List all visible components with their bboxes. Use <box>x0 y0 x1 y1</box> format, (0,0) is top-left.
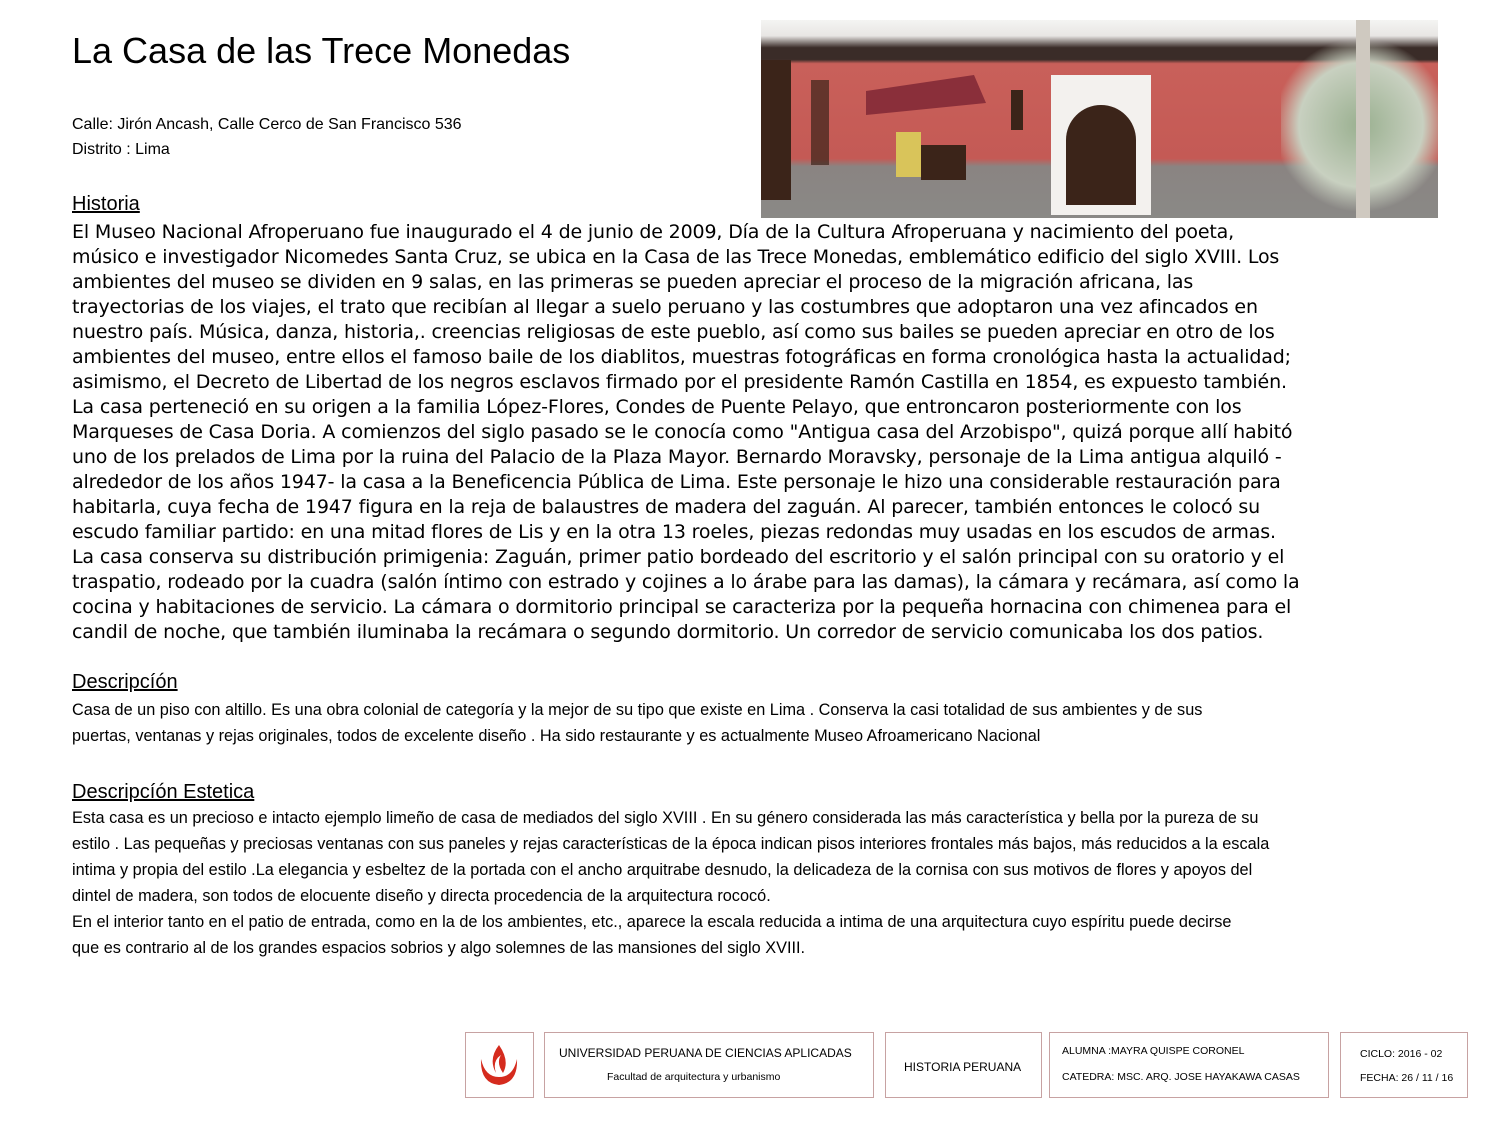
text-line: ambientes del museo se dividen en 9 salas, en las primeras se pueden apreciar el proceso de la migración africana, las <box>72 271 1194 293</box>
text-line: En el interior tanto en el patio de entrada, como en la de los ambientes, etc., aparece la escala reducida a intima de una arquitectura cuyo espíritu puede decirse <box>72 913 1232 931</box>
text-line: Esta casa es un precioso e intacto ejemplo limeño de casa de mediados del siglo XVIII . En su género considerada las más característica y bella por la pureza de su <box>72 809 1259 827</box>
date: FECHA: 26 / 11 / 16 <box>1360 1072 1454 1084</box>
text-line: candil de noche, que también iluminaba la recámara o segundo dormitorio. Un corredor de servicio comunicaba los dos patios. <box>72 621 1264 643</box>
district: Distrito : Lima <box>72 141 170 158</box>
text-line: cocina y habitaciones de servicio. La cámara o dormitorio principal se caracteriza por la pequeña hornacina con chimenea para el <box>72 596 1292 618</box>
text-line: intima y propia del estilo .La elegancia y esbeltez de la portada con el ancho arquitrabe desnudo, la delicadeza de la cornisa con sus motivos de flores y apoyos del <box>72 861 1253 879</box>
chair-name: CATEDRA: MSC. ARQ. JOSE HAYAKAWA CASAS <box>1062 1071 1300 1083</box>
text-line: estilo . Las pequeñas y preciosas ventanas con sus paneles y rejas características de la época indican pisos interiores frontales más bajos, más reducidos a la escala <box>72 835 1270 853</box>
courtyard-photo <box>761 20 1438 218</box>
text-line: puertas, ventanas y rejas originales, todos de excelente diseño . Ha sido restaurante y es actualmente Museo Afroamericano Nacional <box>72 727 1041 745</box>
text-line: El Museo Nacional Afroperuano fue inaugurado el 4 de junio de 2009, Día de la Cultura Afroperuana y nacimiento del poeta, <box>72 221 1235 243</box>
estetica-heading: Descripcíón Estetica <box>72 781 255 803</box>
text-line: La casa conserva su distribución primigenia: Zaguán, primer patio bordeado del escritorio y el salón principal con su oratorio y el <box>72 546 1285 568</box>
historia-heading: Historia <box>72 193 140 215</box>
author-box <box>1049 1032 1329 1098</box>
historia-text <box>72 220 1300 645</box>
address-block <box>72 112 462 162</box>
text-line: La casa perteneció en su origen a la familia López-Flores, Condes de Puente Pelayo, que entroncaron posteriormente con los <box>72 396 1242 418</box>
text-line: Marqueses de Casa Doria. A comienzos del siglo pasado se le conocía como "Antigua casa del Arzobispo", quizá porque allí habitó <box>72 421 1293 443</box>
text-line: alrededor de los años 1947- la casa a la Beneficencia Pública de Lima. Este personaje le hizo una considerable restauración para <box>72 471 1281 493</box>
text-line: escudo familiar partido: en una mitad flores de Lis y en la otra 13 roeles, piezas redondas muy usadas en los escudos de armas. <box>72 521 1276 543</box>
text-line: músico e investigador Nicomedes Santa Cruz, se ubica en la Casa de las Trece Monedas, emblemático edificio del siglo XVIII. Los <box>72 246 1280 268</box>
text-line: ambientes del museo, entre ellos el famoso baile de los diablitos, muestras fotográficas en forma cronológica hasta la actualidad; <box>72 346 1291 368</box>
student-name: ALUMNA :MAYRA QUISPE CORONEL <box>1062 1045 1245 1057</box>
text-line: que es contrario al de los grandes espacios sobrios y algo solemnes de las mansiones del siglo XVIII. <box>72 939 806 957</box>
estetica-text <box>72 805 1269 961</box>
descripcion-heading: Descripcíón <box>72 671 178 693</box>
logo-box <box>465 1032 534 1098</box>
course-box <box>885 1032 1042 1098</box>
university-box <box>544 1032 874 1098</box>
text-line: traspatio, rodeado por la cuadra (salón íntimo con estrado y cojines a lo árabe para las damas), la cámara y recámara, así como la <box>72 571 1300 593</box>
date-box <box>1340 1032 1468 1098</box>
text-line: trayectorias de los viajes, el trato que recibían al llegar a suelo peruano y las costumbres que adoptaron una vez afincados en <box>72 296 1258 318</box>
upc-logo-icon <box>466 1033 532 1096</box>
text-line: habitarla, cuya fecha de 1947 figura en la reja de balaustres de madera del zaguán. Al parecer, también entonces le colocó su <box>72 496 1261 518</box>
descripcion-text <box>72 697 1202 749</box>
course-name: HISTORIA PERUANA <box>904 1060 1022 1074</box>
page-title: La Casa de las Trece Monedas <box>72 30 571 71</box>
cycle: CICLO: 2016 - 02 <box>1360 1048 1443 1060</box>
text-line: uno de los prelados de Lima por la ruina del Palacio de la Plaza Mayor. Bernardo Moravsky, personaje de la Lima antigua alquiló - <box>72 446 1282 468</box>
text-line: Casa de un piso con altillo. Es una obra colonial de categoría y la mejor de su tipo que existe en Lima . Conserva la casi totalidad de sus ambientes y de sus <box>72 701 1203 719</box>
street: Calle: Jirón Ancash, Calle Cerco de San Francisco 536 <box>72 116 462 133</box>
university-name: UNIVERSIDAD PERUANA DE CIENCIAS APLICADAS <box>559 1046 852 1060</box>
faculty-name: Facultad de arquitectura y urbanismo <box>607 1071 781 1083</box>
text-line: dintel de madera, son todos de elocuente diseño y directa procedencia de la arquitectura rococó. <box>72 887 771 905</box>
text-line: asimismo, el Decreto de Libertad de los negros esclavos firmado por el presidente Ramón Castilla en 1854, es expuesto también. <box>72 371 1287 393</box>
text-line: nuestro país. Música, danza, historia,. creencias religiosas de este pueblo, así como sus bailes se pueden apreciar en otro de los <box>72 321 1275 343</box>
